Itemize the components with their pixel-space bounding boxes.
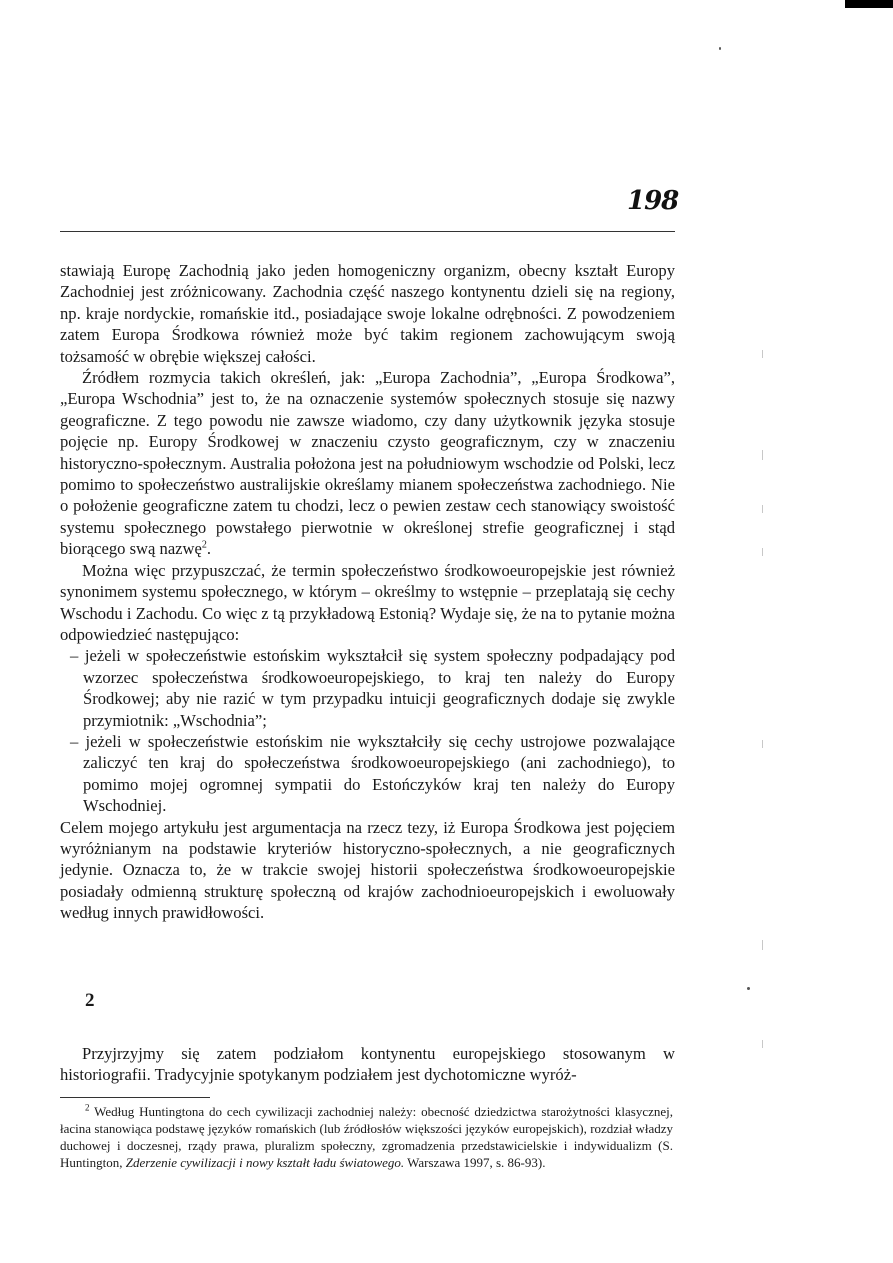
dash-list-item-2: – jeżeli w społeczeństwie estońskim nie wykształciły się cechy ustrojowe pozwalające zaliczyć ten kraj do społeczeństwa środkowoeuropejskiego (ani zachodniego), to pomimo mojej ogromnej sympatii do Estończyków kraj ten należy do Europy Wschodniej. [70, 731, 675, 816]
footnote-mark: 2 [85, 1102, 90, 1113]
scan-edge-tick [762, 450, 763, 460]
scan-edge-tick [762, 1040, 763, 1048]
page-number: 198 [627, 186, 679, 216]
scan-edge-tick [762, 548, 763, 556]
paragraph-4: Celem mojego artykułu jest argumentacja na rzecz tezy, iż Europa Środkowa jest pojęciem wyróżnianym na podstawie kryteriów historyczno-społecznych, a nie geograficznych jedynie. Oznacza to, że w trakcie swojej historii społeczeństwa środkowoeuropejskie posiadały odmienną strukturę społeczną od krajów zachodnioeuropejskich i ewoluowały według innych prawidłowości. [60, 817, 675, 923]
paragraph-2 [60, 367, 675, 560]
footnote [60, 1103, 673, 1171]
footnote-text: Według Huntingtona do cech cywilizacji zachodniej należy: obecność dziedzictwa starożytności klasycznej, łacina stanowiąca podstawę języków romańskich (lub źródłosłów większości języków europejskich), rozdział władzy duchowej i doczesnej, rządy prawa, pluralizm społeczny, zgromadzenia przedstawicielskie i indywidualizm (S. Huntington, [60, 1104, 673, 1170]
section-2-paragraph-1: Przyjrzyjmy się zatem podziałom kontynentu europejskiego stosowanym w historiografii. Tradycyjnie spotykanym podziałem jest dychotomiczne wyróż- [60, 1044, 675, 1085]
paragraph-2-end: . [206, 539, 212, 559]
scan-edge-tick [762, 940, 763, 950]
scan-speck [747, 987, 750, 990]
scan-edge-mark [845, 0, 893, 8]
footnote-rule [60, 1097, 210, 1098]
dash-list-item-1: – jeżeli w społeczeństwie estońskim wykształcił się system społeczny podpadający pod wzorzec społeczeństwa środkowoeuropejskiego, to kraj ten należy do Europy Środkowej; aby nie razić w tym przypadku intuicji geograficznych dodaje się zwykle przymiotnik: „Wschodnia”; [70, 646, 675, 730]
footnote-book-title: Zderzenie cywilizacji i nowy kształt ładu światowego. [125, 1155, 405, 1170]
scan-edge-tick [762, 740, 763, 748]
scan-edge-tick [762, 350, 763, 358]
footnote-text-end: Warszawa 1997, s. 86-93). [404, 1155, 546, 1170]
scan-speck [719, 47, 721, 50]
paragraph-2-text: Źródłem rozmycia takich określeń, jak: „Europa Zachodnia”, „Europa Środkowa”, „Europa Wschodnia” jest to, że na oznaczenie systemów społecznych stosuje się nazwy geograficzne. Z tego powodu nie zawsze wiadomo, czy dany użytkownik języka stosuje pojęcie np. Europy Środkowej w znaczeniu czysto geograficznym, czy w znaczeniu historyczno-społecznym. Australia położona jest na południowym wschodzie od Polski, lecz pomimo to społeczeństwo australijskie określamy mianem społeczeństwa zachodniego. Nie o położenie geograficzne zatem tu chodzi, lecz o pewien zestaw cech stanowiący swoistość systemu społecznego powstałego pierwotnie w określonej strefie geograficznej i stąd biorącego swą nazwę [60, 368, 675, 559]
paragraph-1: stawiają Europę Zachodnią jako jeden homogeniczny organizm, obecny kształt Europy Zachodniej jest zróżnicowany. Zachodnia część naszego kontynentu dzieli się na regiony, np. kraje nordyckie, romańskie itd., posiadające swoje lokalne odrębności. Z powodzeniem zatem Europa Środkowa również może być takim regionem zachowującym swoją tożsamość w obrębie większej całości. [60, 261, 675, 366]
body-text-section-1 [60, 260, 675, 924]
scan-edge-tick [762, 505, 763, 513]
footnote-reference[interactable]: 2 [201, 539, 207, 551]
section-number: 2 [85, 990, 95, 1011]
body-text-section-2 [60, 1043, 675, 1086]
header-rule [60, 231, 675, 232]
paragraph-3: Można więc przypuszczać, że termin społeczeństwo środkowoeuropejskie jest również synonimem systemu społecznego, w którym – określmy to wstępnie – przeplatają się cechy Wschodu i Zachodu. Co więc z tą przykładową Estonią? Wydaje się, że na to pytanie można odpowiedzieć następująco: [60, 560, 675, 644]
